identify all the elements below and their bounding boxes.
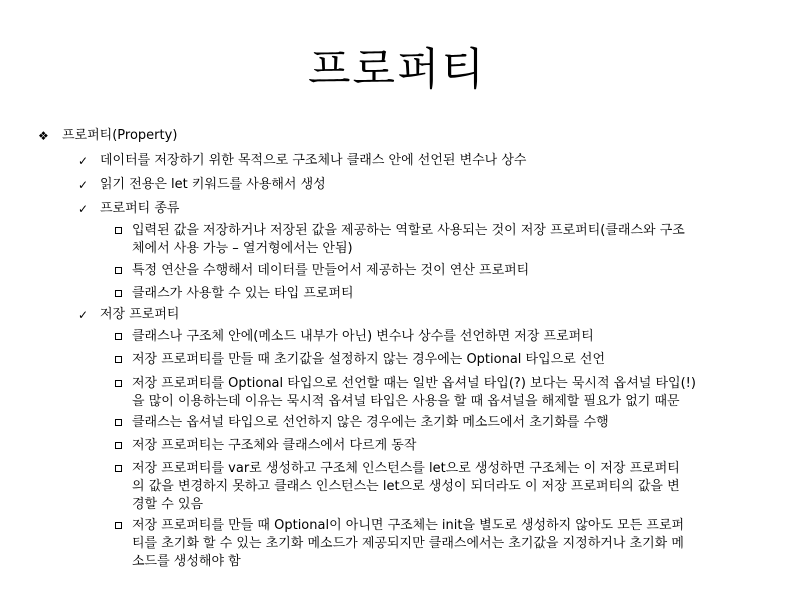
list-item-label-continued: 의 값을 변경하지 못하고 클래스 인스턴스는 let으로 생성이 되더라도 이 저장 프로퍼티의 값을 변: [132, 479, 680, 494]
list-item-label-continued: 체에서 사용 가능 – 열거형에서는 안됨): [132, 241, 353, 256]
list-item-label: 프로퍼티(Property): [62, 128, 178, 143]
list-item-label-continued: 을 많이 이용하는데 이유는 묵시적 옵셔널 타입은 사용을 할 때 옵셔널을 해제할 필요가 없기 때문: [132, 394, 680, 409]
list-item: [113, 351, 605, 369]
list-item: [113, 517, 684, 571]
square-bullet-icon: [115, 227, 122, 234]
list-item-label: 특정 연산을 수행해서 데이터를 만들어서 제공하는 것이 연산 프로퍼티: [132, 263, 530, 278]
list-item: [78, 176, 326, 194]
list-item: [113, 285, 354, 303]
list-item: [78, 306, 179, 324]
list-item-label: 저장 프로퍼티: [100, 307, 180, 322]
square-bullet-icon: [115, 290, 122, 297]
list-item-label: 읽기 전용은 let 키워드를 사용해서 생성: [100, 177, 326, 192]
square-bullet-icon: [115, 267, 122, 274]
slide-title: 프로퍼티: [307, 44, 486, 95]
list-item-label: 클래스는 옵셔널 타입으로 선언하지 않은 경우에는 초기화 메소드에서 초기화를 수행: [132, 415, 609, 430]
list-item-label: 저장 프로퍼티를 만들 때 Optional이 아니면 구조체는 init을 별도로 생성하지 않아도 모든 프로퍼: [132, 518, 685, 533]
list-item-label: 저장 프로퍼티는 구조체와 클래스에서 다르게 동작: [132, 438, 417, 453]
square-bullet-icon: [115, 465, 122, 472]
list-item: [78, 200, 179, 218]
check-icon: ✓: [78, 178, 89, 192]
diamond-bullet-icon: ❖: [38, 129, 49, 143]
square-bullet-icon: [115, 380, 122, 387]
list-item: [78, 152, 527, 170]
list-item-label: 저장 프로퍼티를 var로 생성하고 구조체 인스턴스를 let으로 생성하면 구조체는 이 저장 프로퍼티: [132, 461, 680, 476]
list-item: [113, 262, 529, 280]
list-item-label: 프로퍼티 종류: [100, 201, 180, 216]
check-icon: ✓: [78, 308, 89, 322]
list-item-label: 입력된 값을 저장하거나 저장된 값을 제공하는 역할로 사용되는 것이 저장 프로퍼티(클래스와 구조: [132, 223, 685, 238]
list-item-label: 클래스가 사용할 수 있는 타입 프로퍼티: [132, 286, 354, 301]
check-icon: ✓: [78, 154, 89, 168]
square-bullet-icon: [115, 333, 122, 340]
check-icon: ✓: [78, 202, 89, 216]
square-bullet-icon: [115, 419, 122, 426]
list-item-label: 클래스나 구조체 안에(메소드 내부가 아닌) 변수나 상수를 선언하면 저장 프로퍼티: [132, 329, 594, 344]
list-item: [38, 127, 177, 145]
list-item: [113, 328, 594, 346]
list-item-label: 데이터를 저장하기 위한 목적으로 구조체나 클래스 안에 선언된 변수나 상수: [100, 153, 527, 168]
square-bullet-icon: [115, 522, 122, 529]
square-bullet-icon: [115, 442, 122, 449]
list-item: [113, 437, 416, 455]
list-item: [113, 460, 680, 514]
list-item: [113, 222, 685, 258]
list-item-label: 저장 프로퍼티를 Optional 타입으로 선언할 때는 일반 옵셔널 타입(?) 보다는 묵시적 옵셔널 타입(!): [132, 376, 696, 391]
list-item: [113, 375, 696, 411]
square-bullet-icon: [115, 356, 122, 363]
list-item-label-continued: 소드를 생성해야 함: [132, 554, 241, 569]
list-item-label-continued: 티를 초기화 할 수 있는 초기화 메소드가 제공되지만 클래스에서는 초기값을 지정하거나 초기화 메: [132, 536, 684, 551]
list-item: [113, 414, 609, 432]
list-item-label-continued: 경할 수 있음: [132, 497, 204, 512]
list-item-label: 저장 프로퍼티를 만들 때 초기값을 설정하지 않는 경우에는 Optional 타입으로 선언: [132, 352, 606, 367]
